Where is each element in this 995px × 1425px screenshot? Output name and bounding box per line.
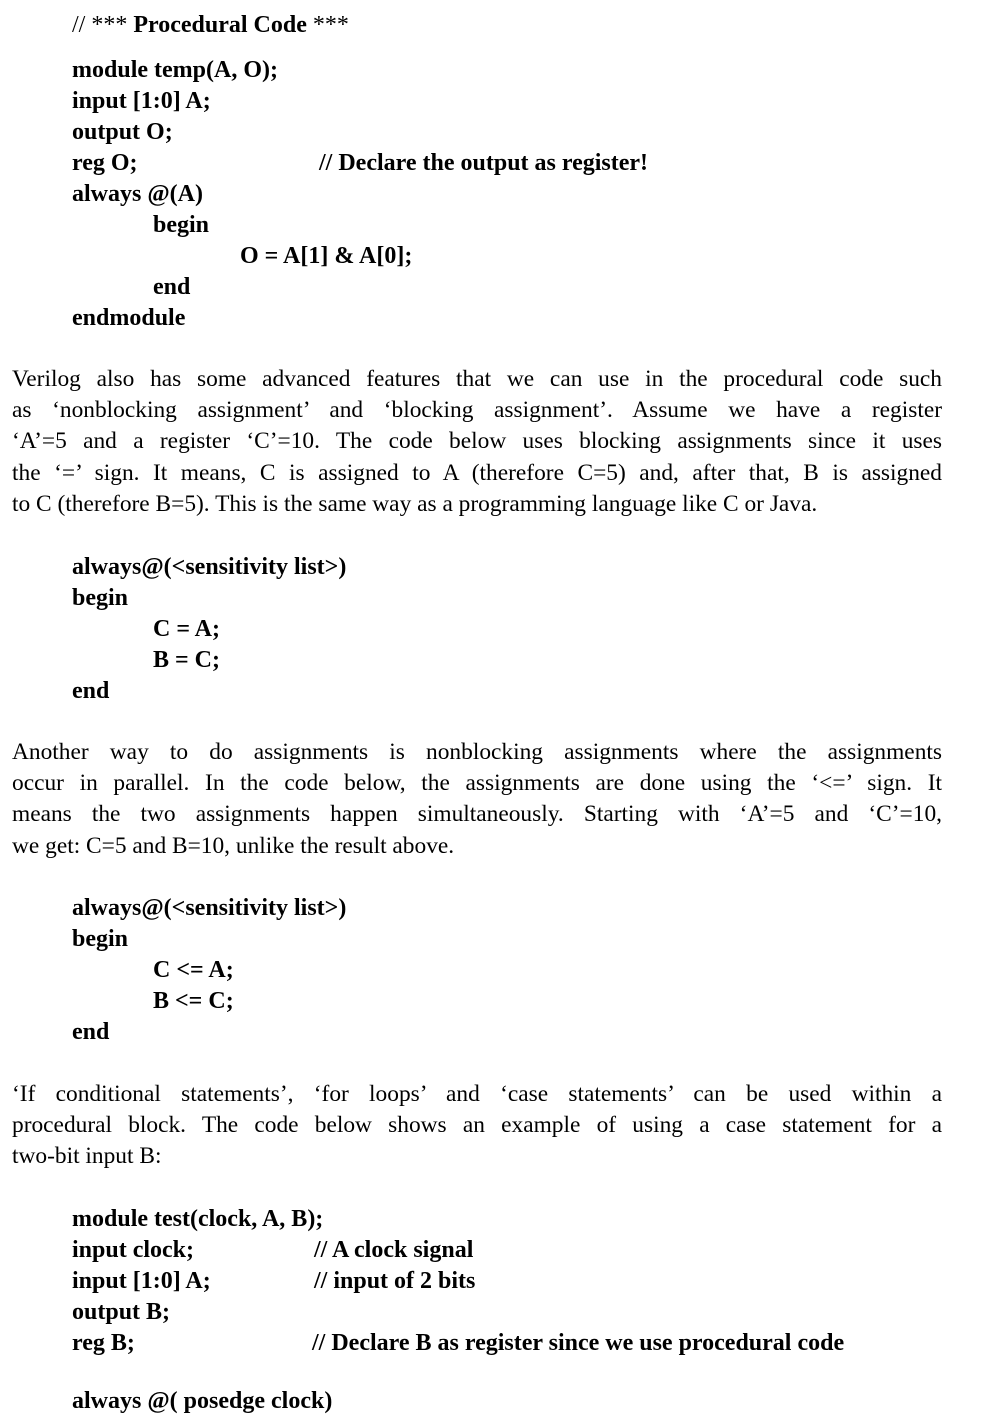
paragraph-line: means the two assignments happen simultaneously. Starting with ‘A’=5 and ‘C’=10, <box>12 801 942 828</box>
code-line: B <= C; <box>153 988 234 1014</box>
paragraph <box>12 737 942 862</box>
code-comment: // input of 2 bits <box>314 1268 476 1294</box>
paragraph-line: to C (therefore B=5). This is the same way as a programming language like C or Java. <box>12 490 818 517</box>
paragraph-line: two-bit input B: <box>12 1143 162 1170</box>
code-line: always@(<sensitivity list>) <box>72 554 347 580</box>
code-header <box>72 10 349 40</box>
paragraph-line: procedural block. The code below shows an example of using a case statement for a <box>12 1112 942 1139</box>
code-line: O = A[1] & A[0]; <box>240 243 413 269</box>
paragraph-line: Verilog also has some advanced features that we can use in the procedural code such <box>12 366 942 392</box>
code-line: input [1:0] A; <box>72 1268 211 1294</box>
code-line: begin <box>72 585 129 611</box>
code-line: reg B; <box>72 1330 135 1356</box>
code-line: end <box>72 678 110 704</box>
code-comment: // A clock signal <box>314 1237 474 1263</box>
code-comment: // Declare the output as register! <box>319 150 649 176</box>
paragraph-line: occur in parallel. In the code below, the assignments are done using the ‘<=’ sign. It <box>12 770 942 797</box>
code-line: input [1:0] A; <box>72 88 211 114</box>
code-line: B = C; <box>153 647 221 673</box>
paragraph-line: Another way to do assignments is nonblocking assignments where the assignments <box>12 739 942 765</box>
code-line: endmodule <box>72 305 186 331</box>
paragraph-line: we get: C=5 and B=10, unlike the result above. <box>12 832 455 859</box>
code-line: C = A; <box>153 616 221 642</box>
paragraph-line: ‘If conditional statements’, ‘for loops’ and ‘case statements’ can be used within a <box>12 1081 942 1107</box>
code-line: always @( posedge clock) <box>72 1388 333 1414</box>
code-line: module temp(A, O); <box>72 57 278 83</box>
header-title: Procedural Code <box>133 12 307 38</box>
paragraph-line: ‘A’=5 and a register ‘C’=10. The code below uses blocking assignments since it uses <box>12 428 942 455</box>
code-comment: // Declare B as register since we use procedural code <box>312 1330 845 1356</box>
code-line: begin <box>153 212 210 238</box>
code-line: always@(<sensitivity list>) <box>72 895 347 921</box>
paragraph <box>12 364 942 520</box>
code-line: reg O; <box>72 150 138 176</box>
code-line: output O; <box>72 119 173 145</box>
code-line: C <= A; <box>153 957 234 983</box>
code-line: module test(clock, A, B); <box>72 1206 324 1232</box>
code-line: begin <box>72 926 129 952</box>
paragraph-line: the ‘=’ sign. It means, C is assigned to A (therefore C=5) and, after that, B is assigned <box>12 459 942 486</box>
header-suffix: *** <box>306 12 349 38</box>
paragraph-line: as ‘nonblocking assignment’ and ‘blocking assignment’. Assume we have a register <box>12 397 942 424</box>
code-line: input clock; <box>72 1237 195 1263</box>
header-prefix: // *** <box>72 12 134 38</box>
code-line: always @(A) <box>72 181 203 207</box>
code-line: end <box>153 274 191 300</box>
code-line: output B; <box>72 1299 171 1325</box>
paragraph <box>12 1079 942 1173</box>
code-line: end <box>72 1019 110 1045</box>
